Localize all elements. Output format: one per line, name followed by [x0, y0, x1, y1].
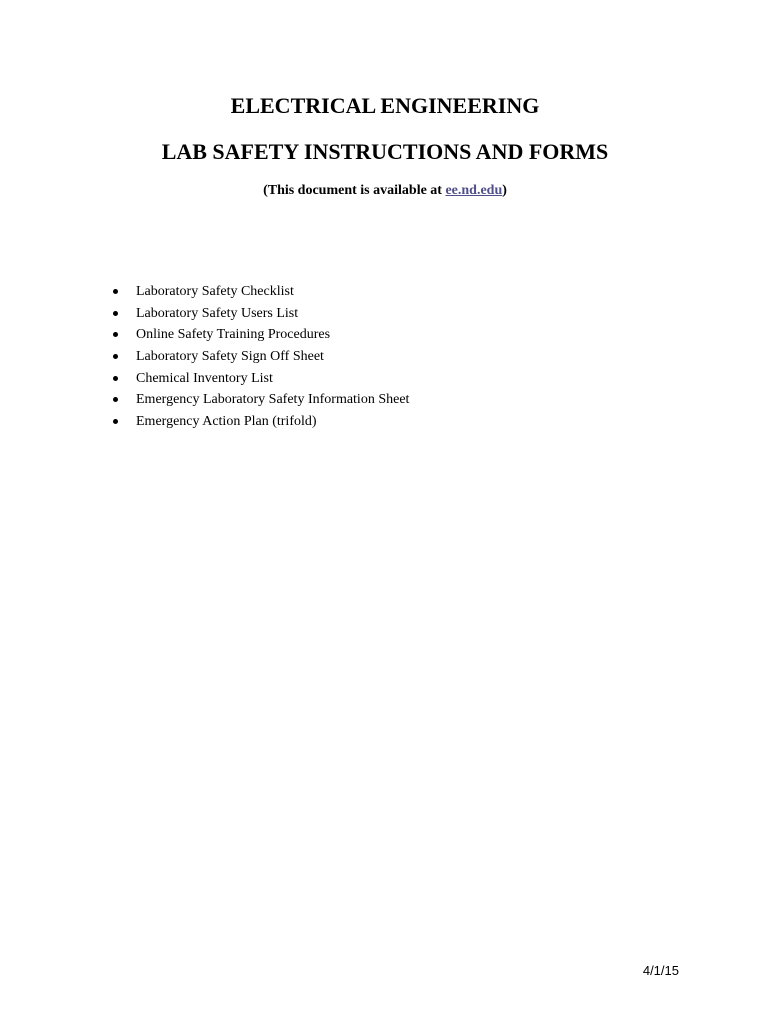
availability-prefix: (This document is available at [263, 183, 446, 198]
list-item [110, 368, 409, 390]
bullet-icon [113, 376, 118, 381]
list-item [110, 389, 409, 411]
document-title-line1: ELECTRICAL ENGINEERING [230, 93, 540, 118]
list-item [110, 281, 409, 303]
list-item-label: Emergency Laboratory Safety Information Sheet [136, 392, 410, 408]
document-title-line2: LAB SAFETY INSTRUCTIONS AND FORMS [161, 139, 609, 164]
list-item [110, 303, 409, 325]
bullet-icon [113, 419, 118, 424]
bullet-icon [113, 311, 118, 316]
bullet-icon [113, 289, 118, 294]
list-item-label: Emergency Action Plan (trifold) [136, 414, 317, 430]
list-item [110, 346, 409, 368]
bullet-icon [113, 397, 118, 402]
list-item [110, 324, 409, 346]
website-link[interactable]: ee.nd.edu [445, 183, 503, 198]
list-item-label: Chemical Inventory List [136, 370, 273, 386]
bullet-icon [113, 354, 118, 359]
list-item-label: Laboratory Safety Checklist [136, 284, 294, 299]
footer-date: 4/1/15 [642, 963, 679, 978]
list-item-label: Laboratory Safety Users List [136, 305, 299, 321]
forms-list [110, 281, 409, 433]
list-item-label: Laboratory Safety Sign Off Sheet [136, 349, 324, 365]
list-item [110, 411, 409, 433]
availability-note [0, 182, 770, 200]
list-item-label: Online Safety Training Procedures [136, 327, 331, 343]
availability-suffix: ) [502, 183, 507, 198]
bullet-icon [113, 332, 118, 337]
